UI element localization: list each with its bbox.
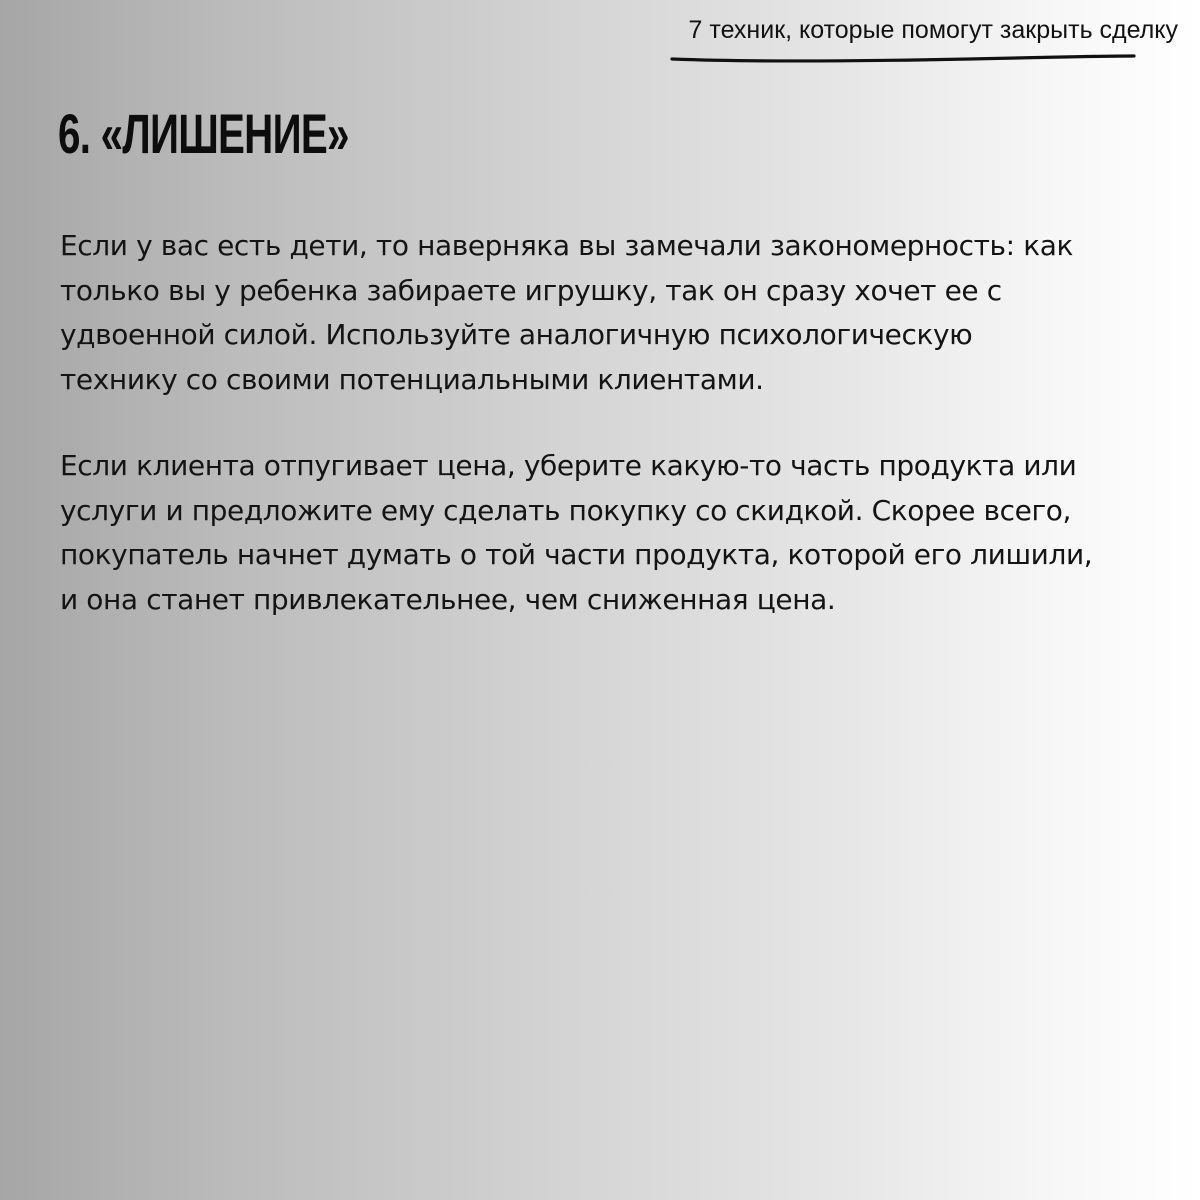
header-title: 7 техник, которые помогут закрыть сделку	[688, 16, 1178, 44]
paragraph-line: Если у вас есть дети, то наверняка вы замечали закономерность: как	[60, 229, 1073, 262]
paragraph-line: удвоенной силой. Используйте аналогичную психологическую	[60, 318, 973, 351]
slide-heading: 6. «ЛИШЕНИЕ»	[58, 102, 349, 165]
paragraph-2	[60, 444, 1170, 622]
paragraph-line: только вы у ребенка забираете игрушку, так он сразу хочет ее с	[60, 273, 1002, 307]
paragraph-line: технику со своими потенциальными клиентами.	[60, 362, 764, 396]
paragraph-line: покупатель начнет думать о той части продукта, которой его лишили,	[60, 538, 1093, 571]
paragraph-line: Если клиента отпугивает цена, уберите какую-то часть продукта или	[60, 449, 1077, 482]
paragraph-line: услуги и предложите ему сделать покупку со скидкой. Скорее всего,	[60, 493, 1071, 527]
header-underline	[670, 51, 1136, 65]
paragraph-1	[60, 224, 1170, 402]
paragraph-line: и она станет привлекательнее, чем сниженная цена.	[60, 582, 836, 616]
